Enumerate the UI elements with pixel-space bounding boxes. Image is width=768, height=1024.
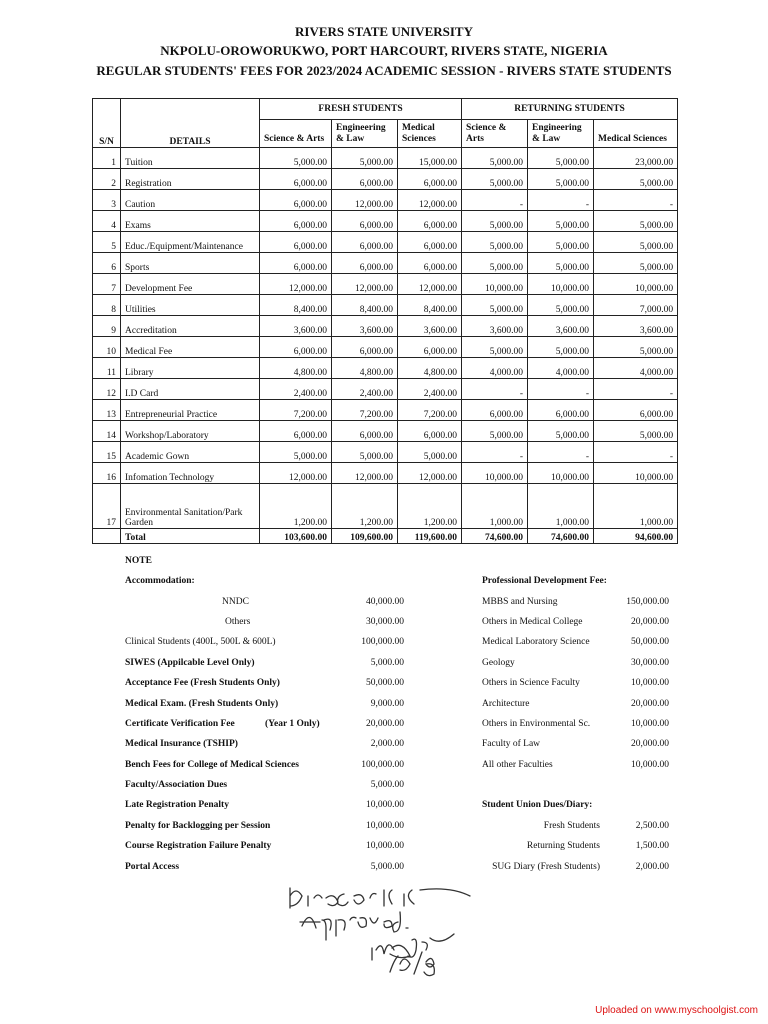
row-value: 6,000.00	[528, 400, 594, 421]
row-value: 10,000.00	[462, 274, 528, 295]
professional-label: Medical Laboratory Science	[482, 637, 590, 647]
row-value: -	[462, 190, 528, 211]
row-sn: 6	[93, 253, 121, 274]
row-value: 5,000.00	[398, 442, 462, 463]
row-value: 1,200.00	[332, 484, 398, 529]
row-value: -	[528, 190, 594, 211]
row-detail: Entrepreneurial Practice	[121, 400, 260, 421]
professional-value: 30,000.00	[631, 658, 669, 668]
note-value: 5,000.00	[370, 658, 404, 668]
row-value: 6,000.00	[398, 169, 462, 190]
table-row	[93, 274, 678, 295]
row-sn: 15	[93, 442, 121, 463]
row-value: -	[528, 442, 594, 463]
total-value: 74,600.00	[528, 529, 594, 544]
row-value: 4,800.00	[398, 358, 462, 379]
row-value: -	[594, 190, 678, 211]
note-label: Medical Insurance (TSHIP)	[125, 739, 238, 749]
row-value: 5,000.00	[528, 148, 594, 169]
group-returning: RETURNING STUDENTS	[462, 99, 678, 120]
row-value: 5,000.00	[528, 211, 594, 232]
total-value: 109,600.00	[332, 529, 398, 544]
note-value: 50,000.00	[366, 678, 404, 688]
note-value: 9,000.00	[370, 699, 404, 709]
row-sn: 2	[93, 169, 121, 190]
row-detail: I.D Card	[121, 379, 260, 400]
table-row	[93, 442, 678, 463]
professional-label: All other Faculties	[482, 760, 553, 770]
row-value: 4,800.00	[332, 358, 398, 379]
row-value: 12,000.00	[398, 274, 462, 295]
total-value: 74,600.00	[462, 529, 528, 544]
col-header: Science & Arts	[462, 120, 528, 148]
row-value: 6,000.00	[332, 337, 398, 358]
row-detail: Exams	[121, 211, 260, 232]
row-value: 5,000.00	[528, 295, 594, 316]
row-detail: Accreditation	[121, 316, 260, 337]
row-value: 12,000.00	[260, 463, 332, 484]
row-value: -	[594, 442, 678, 463]
professional-value: 10,000.00	[631, 719, 669, 729]
row-value: 12,000.00	[398, 463, 462, 484]
professional-label: Others in Environmental Sc.	[482, 719, 591, 729]
row-value: 12,000.00	[332, 274, 398, 295]
professional-label: Others in Medical College	[482, 617, 583, 627]
row-value: 5,000.00	[528, 169, 594, 190]
row-value: 6,000.00	[260, 190, 332, 211]
row-sn: 7	[93, 274, 121, 295]
row-detail: Tuition	[121, 148, 260, 169]
row-value: -	[594, 379, 678, 400]
note-value: 2,000.00	[370, 739, 404, 749]
row-value: 4,000.00	[594, 358, 678, 379]
professional-label: MBBS and Nursing	[482, 597, 558, 607]
row-value: 6,000.00	[260, 211, 332, 232]
col-details: DETAILS	[121, 99, 260, 148]
row-value: 2,400.00	[260, 379, 332, 400]
row-value: 4,000.00	[462, 358, 528, 379]
row-sn: 16	[93, 463, 121, 484]
row-value: 6,000.00	[398, 211, 462, 232]
professional-value: 10,000.00	[631, 678, 669, 688]
table-row	[93, 190, 678, 211]
row-sn: 1	[93, 148, 121, 169]
table-row	[93, 169, 678, 190]
note-label: Portal Access	[125, 862, 180, 872]
row-value: 3,600.00	[594, 316, 678, 337]
row-value: 12,000.00	[332, 463, 398, 484]
note-label: Acceptance Fee (Fresh Students Only)	[125, 678, 280, 688]
row-value: 7,200.00	[398, 400, 462, 421]
table-row	[93, 379, 678, 400]
row-value: 6,000.00	[332, 421, 398, 442]
note-value: 5,000.00	[370, 780, 404, 790]
note-value: 30,000.00	[366, 617, 404, 627]
table-row	[93, 463, 678, 484]
row-value: 5,000.00	[462, 211, 528, 232]
note-value: 100,000.00	[361, 637, 404, 647]
note-label: Certificate Verification Fee	[125, 719, 235, 729]
row-sn: 17	[93, 484, 121, 529]
row-value: 12,000.00	[398, 190, 462, 211]
row-detail: Medical Fee	[121, 337, 260, 358]
row-value: 8,400.00	[260, 295, 332, 316]
note-value: 20,000.00	[366, 719, 404, 729]
row-detail: Infomation Technology	[121, 463, 260, 484]
document-title: REGULAR STUDENTS' FEES FOR 2023/2024 ACADEMIC SESSION - RIVERS STATE STUDENTS	[96, 63, 672, 78]
row-value: 5,000.00	[462, 337, 528, 358]
row-value: 2,400.00	[332, 379, 398, 400]
row-value: 8,400.00	[398, 295, 462, 316]
col-header: Engineering & Law	[332, 120, 398, 148]
row-value: 3,600.00	[398, 316, 462, 337]
note-label: SIWES (Appilcable Level Only)	[125, 658, 255, 668]
row-value: 3,600.00	[528, 316, 594, 337]
row-value: 1,200.00	[260, 484, 332, 529]
union-value: 2,000.00	[635, 862, 669, 872]
row-value: -	[462, 379, 528, 400]
row-value: 5,000.00	[528, 253, 594, 274]
row-value: 5,000.00	[462, 169, 528, 190]
note-label: Clinical Students (400L, 500L & 600L)	[125, 637, 276, 647]
row-value: 5,000.00	[462, 295, 528, 316]
row-value: 10,000.00	[594, 274, 678, 295]
row-value: 5,000.00	[594, 232, 678, 253]
table-row	[93, 358, 678, 379]
row-value: 4,000.00	[528, 358, 594, 379]
professional-label: Others in Science Faculty	[482, 678, 580, 688]
row-sn: 10	[93, 337, 121, 358]
col-header: Science & Arts	[260, 120, 332, 148]
total-value: 94,600.00	[594, 529, 678, 544]
note-label: Course Registration Failure Penalty	[125, 841, 272, 851]
row-value: 5,000.00	[332, 442, 398, 463]
row-value: 5,000.00	[462, 421, 528, 442]
union-value: 1,500.00	[635, 841, 669, 851]
table-row	[93, 484, 678, 529]
total-sn-blank	[93, 529, 121, 544]
row-value: 6,000.00	[332, 211, 398, 232]
total-row	[93, 529, 678, 544]
union-label: SUG Diary (Fresh Students)	[492, 862, 600, 872]
row-value: 5,000.00	[462, 148, 528, 169]
table-row	[93, 337, 678, 358]
total-label: Total	[121, 529, 260, 544]
col-header: Medical Sciences	[398, 120, 462, 148]
row-value: 10,000.00	[594, 463, 678, 484]
union-heading: Student Union Dues/Diary:	[482, 800, 593, 810]
row-value: 5,000.00	[594, 421, 678, 442]
row-value: 6,000.00	[594, 400, 678, 421]
signature-handwriting	[280, 878, 480, 978]
professional-label: Geology	[482, 658, 515, 668]
table-row	[93, 148, 678, 169]
table-row	[93, 421, 678, 442]
row-value: 5,000.00	[528, 421, 594, 442]
row-value: 6,000.00	[398, 421, 462, 442]
group-fresh: FRESH STUDENTS	[260, 99, 462, 120]
note-heading: NOTE	[125, 556, 152, 566]
row-sn: 13	[93, 400, 121, 421]
note-value: 100,000.00	[361, 760, 404, 770]
row-sn: 8	[93, 295, 121, 316]
row-detail: Workshop/Laboratory	[121, 421, 260, 442]
table-row	[93, 400, 678, 421]
row-value: 7,000.00	[594, 295, 678, 316]
note-value: 10,000.00	[366, 841, 404, 851]
row-value: 6,000.00	[260, 421, 332, 442]
row-value: 6,000.00	[398, 232, 462, 253]
note-label: Late Registration Penalty	[125, 800, 229, 810]
row-value: 6,000.00	[260, 337, 332, 358]
row-value: 6,000.00	[398, 253, 462, 274]
row-value: 10,000.00	[462, 463, 528, 484]
row-value: 6,000.00	[332, 169, 398, 190]
union-label: Fresh Students	[543, 821, 600, 831]
row-value: 5,000.00	[528, 337, 594, 358]
row-value: 5,000.00	[528, 232, 594, 253]
total-value: 119,600.00	[398, 529, 462, 544]
row-detail: Utilities	[121, 295, 260, 316]
row-value: 7,200.00	[332, 400, 398, 421]
union-label: Returning Students	[526, 841, 600, 851]
row-sn: 3	[93, 190, 121, 211]
row-value: 12,000.00	[332, 190, 398, 211]
row-value: 6,000.00	[332, 232, 398, 253]
row-value: 12,000.00	[260, 274, 332, 295]
row-sn: 11	[93, 358, 121, 379]
table-row	[93, 253, 678, 274]
row-detail: Sports	[121, 253, 260, 274]
row-value: 5,000.00	[332, 148, 398, 169]
row-value: 6,000.00	[260, 232, 332, 253]
row-value: 5,000.00	[594, 169, 678, 190]
note-value: 40,000.00	[366, 597, 404, 607]
row-value: 3,600.00	[462, 316, 528, 337]
professional-value: 20,000.00	[631, 739, 669, 749]
professional-label: Architecture	[482, 699, 530, 709]
row-detail: Educ./Equipment/Maintenance	[121, 232, 260, 253]
row-detail: Academic Gown	[121, 442, 260, 463]
note-label: NNDC	[222, 597, 249, 607]
note-label: Bench Fees for College of Medical Sciences	[125, 760, 299, 770]
university-address: NKPOLU-OROWORUKWO, PORT HARCOURT, RIVERS STATE, NIGERIA	[160, 43, 608, 58]
row-value: 5,000.00	[462, 253, 528, 274]
row-value: 2,400.00	[398, 379, 462, 400]
professional-value: 20,000.00	[631, 617, 669, 627]
professional-heading: Professional Development Fee:	[482, 576, 607, 586]
row-value: -	[528, 379, 594, 400]
note-value: 5,000.00	[370, 862, 404, 872]
note-label: Penalty for Backlogging per Session	[125, 821, 271, 831]
row-value: 5,000.00	[462, 232, 528, 253]
row-value: 7,200.00	[260, 400, 332, 421]
row-detail: Registration	[121, 169, 260, 190]
col-sn: S/N	[93, 99, 121, 148]
upload-source-footer: Uploaded on www.myschoolgist.com	[595, 1005, 758, 1016]
row-value: 6,000.00	[260, 169, 332, 190]
row-value: 1,000.00	[462, 484, 528, 529]
professional-value: 20,000.00	[631, 699, 669, 709]
row-value: 5,000.00	[594, 211, 678, 232]
row-value: 5,000.00	[594, 253, 678, 274]
col-header: Medical Sciences	[594, 120, 678, 148]
professional-value: 10,000.00	[631, 760, 669, 770]
row-value: 8,400.00	[332, 295, 398, 316]
row-value: 5,000.00	[260, 442, 332, 463]
row-value: 6,000.00	[332, 253, 398, 274]
note-label: Others	[225, 617, 251, 627]
row-sn: 12	[93, 379, 121, 400]
row-value: 5,000.00	[594, 337, 678, 358]
row-sn: 9	[93, 316, 121, 337]
row-value: 3,600.00	[260, 316, 332, 337]
row-value: 3,600.00	[332, 316, 398, 337]
table-row	[93, 316, 678, 337]
university-name: RIVERS STATE UNIVERSITY	[295, 24, 473, 39]
row-value: 1,000.00	[528, 484, 594, 529]
row-value: 4,800.00	[260, 358, 332, 379]
row-value: 23,000.00	[594, 148, 678, 169]
row-detail: Caution	[121, 190, 260, 211]
table-row	[93, 295, 678, 316]
row-value: -	[462, 442, 528, 463]
total-value: 103,600.00	[260, 529, 332, 544]
row-sn: 14	[93, 421, 121, 442]
note-label-extra: (Year 1 Only)	[265, 719, 320, 729]
row-value: 6,000.00	[260, 253, 332, 274]
row-value: 1,000.00	[594, 484, 678, 529]
row-detail: Environmental Sanitation/Park Garden	[121, 484, 260, 529]
professional-value: 50,000.00	[631, 637, 669, 647]
note-value: 10,000.00	[366, 821, 404, 831]
row-value: 10,000.00	[528, 274, 594, 295]
fees-table	[92, 98, 678, 544]
row-value: 6,000.00	[462, 400, 528, 421]
row-value: 1,200.00	[398, 484, 462, 529]
union-value: 2,500.00	[635, 821, 669, 831]
row-value: 15,000.00	[398, 148, 462, 169]
note-label: Medical Exam. (Fresh Students Only)	[125, 699, 279, 709]
row-value: 5,000.00	[260, 148, 332, 169]
accommodation-label: Accommodation:	[125, 576, 195, 586]
row-detail: Library	[121, 358, 260, 379]
row-value: 10,000.00	[528, 463, 594, 484]
professional-value: 150,000.00	[626, 597, 669, 607]
col-header: Engineering & Law	[528, 120, 594, 148]
row-sn: 5	[93, 232, 121, 253]
table-row	[93, 232, 678, 253]
professional-label: Faculty of Law	[482, 739, 541, 749]
note-label: Faculty/Association Dues	[125, 780, 228, 790]
table-row	[93, 211, 678, 232]
row-sn: 4	[93, 211, 121, 232]
note-value: 10,000.00	[366, 800, 404, 810]
row-value: 6,000.00	[398, 337, 462, 358]
row-detail: Development Fee	[121, 274, 260, 295]
